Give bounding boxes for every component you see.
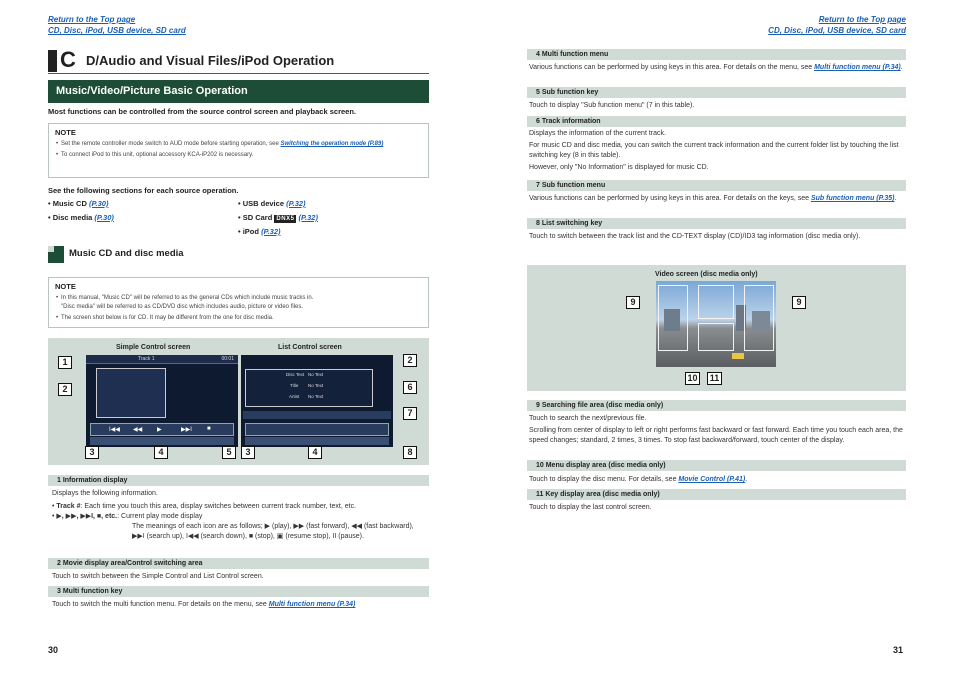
disc-text-value: No Text [308,372,324,377]
source-usb [238,199,306,208]
simple-control-screen [86,355,238,447]
control-screenshots [48,338,429,465]
note-item: • To connect iPod to this unit, optional accessory KCA-iP202 is necessary. [61,151,422,160]
item-text: Displays the information of the current track. [529,130,666,137]
sub-function-menu-link[interactable]: Sub function menu (P.35) [810,195,895,202]
title-bar-decoration [48,50,57,72]
search-down-icon[interactable]: I◀◀ [109,427,120,433]
item-heading: 11 Key display area (disc media only) [527,489,906,500]
bullet-text: : Each time you touch this area, display switches between current track number, text, etc. [80,503,357,510]
item-body [529,475,904,485]
item-body: Touch to switch between the track list and the CD-TEXT display (CD)/ID3 tag information (disc media only). [529,233,861,240]
search-file-area-right[interactable] [744,285,774,351]
source-disc-media [48,213,114,222]
item-heading: 10 Menu display area (disc media only) [527,460,906,471]
note-item [61,294,422,312]
source-sd-card [238,213,318,223]
heading-square-icon [48,246,64,263]
title-initial: C [60,47,76,72]
menu-display-area[interactable] [698,285,734,319]
info-bullet-track: • Track #: Each time you touch this area, display switches between current track number, text, etc. [52,503,357,510]
car-image [732,353,744,359]
note-heading: NOTE [55,282,76,291]
note-item [61,140,422,149]
stop-icon[interactable]: ■ [207,426,211,432]
item-heading: 8 List switching key [527,218,906,229]
switching-operation-link[interactable]: Switching the operation mode (P.89) [280,141,384,147]
item-heading: 1 Information display [48,475,429,486]
item-text: . [745,476,748,483]
callout-5: 5 [222,446,236,459]
item-text: Scrolling from center of display to left or right performs fast backward or fast forward. Each time you touch each area, the speed changes; standard, 2 times, 3 times. To stop fast backward/forward, touch center of the display. [529,427,903,444]
callout-2: 2 [403,354,417,367]
source-label: Disc media [52,213,93,222]
info-bullet-icons: • ▶, ▶▶, ▶▶I, ■, etc.: Current play mode display [52,513,203,520]
list-control-screen [241,355,393,447]
item-body [529,414,904,446]
source-link[interactable]: CD, Disc, iPod, USB device, SD card [768,26,906,35]
callout-6: 6 [403,381,417,394]
movie-display-area[interactable] [96,368,166,418]
note-box-1 [48,123,429,178]
callout-9: 9 [792,296,806,309]
list-control-label: List Control screen [278,344,342,351]
item-text: . [900,64,903,71]
disc-media-link[interactable]: (P.30) [94,213,114,222]
item-text: Touch to switch the multi function menu. For details on the menu, see [52,601,269,608]
item-text: Touch to search the next/previous file. [529,415,647,422]
source-label: iPod [242,227,259,236]
callout-1: 1 [58,356,72,369]
page-number: 31 [893,645,904,655]
multi-function-bar[interactable] [90,423,234,436]
bullet-label: ▶, ▶▶, ▶▶I, ■, etc. [56,513,118,520]
callout-3: 3 [85,446,99,459]
multi-function-bar[interactable] [245,423,389,436]
bullet-text: : Current play mode display [117,513,203,520]
item-body [529,194,904,204]
item-text: Various functions can be performed by using keys in this area. For details on the menu, see [529,64,815,71]
multi-function-menu-link[interactable]: Multi function menu (P.34) [268,601,356,608]
search-up-icon[interactable]: ▶▶I [181,427,192,433]
sub-function-menu[interactable] [243,411,391,419]
title-value: No Text [308,383,324,388]
note-item-line: "Disc media" will be referred to as CD/DVD disc which includes audio, picture or video files. [61,304,304,310]
track-information-area[interactable] [245,369,373,407]
callout-8: 8 [403,446,417,459]
bullet-label: Track # [56,503,81,510]
source-label: Music CD [52,199,87,208]
chapter-title [48,48,429,74]
item-body [529,63,904,73]
item-body: Touch to display the last control screen. [529,504,652,511]
multi-function-menu-link[interactable]: Multi function menu (P.34) [814,64,901,71]
item-heading: 3 Multi function key [48,586,429,597]
sub-bar[interactable] [245,437,389,445]
item-heading: 6 Track information [527,116,906,127]
intro-text: Most functions can be controlled from the source control screen and playback screen. [48,107,356,116]
note-item-line: • In this manual, "Music CD" will be referred to as the general CDs which include music tracks in. [61,295,314,301]
key-display-area[interactable] [698,323,734,351]
item-body [52,489,427,542]
artist-label: Artist [289,394,300,399]
movie-control-link[interactable]: Movie Control (P.41) [678,476,746,483]
callout-2: 2 [58,383,72,396]
note-item: • The screen shot below is for CD. It may be different from the one for disc media. [61,314,422,323]
usb-link[interactable]: (P.32) [286,199,306,208]
item-heading: 4 Multi function menu [527,49,906,60]
item-body: Touch to display "Sub function menu" (7 in this table). [529,102,695,109]
track-text: Track 1 [138,356,155,362]
subsection-title: Music CD and disc media [69,248,184,259]
note-heading: NOTE [55,128,76,137]
source-label: USB device [242,199,284,208]
item-text: . [894,195,897,202]
callout-7: 7 [403,407,417,420]
source-link[interactable]: CD, Disc, iPod, USB device, SD card [48,26,186,35]
item-body [529,129,904,173]
item-body [52,600,427,610]
item-text: For music CD and disc media, you can switch the current track information and the current folder list by touching the list switching key (8 in this table). [529,142,899,159]
callout-3: 3 [241,446,255,459]
title-text: D/Audio and Visual Files/iPod Operation [86,53,335,68]
source-ipod [238,227,281,236]
item-heading: 7 Sub function menu [527,180,906,191]
item-text: Touch to display the disc menu. For details, see [529,476,679,483]
video-screen-figure [527,265,906,391]
callout-11: 11 [707,372,722,385]
callout-4: 4 [308,446,322,459]
play-icon[interactable]: ▶ [157,427,162,433]
source-label: SD Card [242,213,273,222]
page-number: 30 [48,645,59,655]
info-bar[interactable] [86,355,238,364]
time-text: 00:01 [221,356,234,362]
artist-value: No Text [308,394,324,399]
return-top-link[interactable]: Return to the Top page [818,15,906,24]
return-top-link[interactable]: Return to the Top page [48,15,136,24]
source-music-cd [48,199,108,208]
item-heading: 9 Searching file area (disc media only) [527,400,906,411]
item-heading: 2 Movie display area/Control switching area [48,558,429,569]
note-item-text: Set the remote controller mode switch to AUD mode before starting operation, see [61,141,281,147]
item-text: Displays the following information. [52,490,158,497]
sub-bar[interactable] [90,437,234,445]
note-box-2 [48,277,429,328]
icon-meanings: The meanings of each icon are as follows; ▶ (play), ▶▶ (fast forward), ◀◀ (fast backward), ▶▶I (search up), I◀◀ (search down), ■ (stop), ▣ (resume stop), II (pause). [132,523,414,540]
item-body: Touch to switch between the Simple Control and List Control screen. [52,573,264,580]
callout-10: 10 [685,372,700,385]
model-badge: DNX5 [276,216,295,222]
see-heading: See the following sections for each source operation. [48,186,239,195]
video-screen [656,281,776,367]
item-text: Various functions can be performed by using keys in this area. For details on the keys, see [529,195,811,202]
section-heading: Music/Video/Picture Basic Operation [48,80,429,103]
search-file-area-left[interactable] [658,285,688,351]
sd-link[interactable]: (P.32) [298,213,318,222]
music-cd-link[interactable]: (P.30) [88,199,109,208]
title-label: Title [290,383,299,388]
rewind-icon[interactable]: ◀◀ [133,427,143,433]
callout-4: 4 [154,446,168,459]
item-text: However, only "No Information" is displayed for music CD. [529,164,709,171]
disc-text-label: Disc Text [286,372,305,377]
simple-control-label: Simple Control screen [116,344,191,351]
callout-9: 9 [626,296,640,309]
item-heading: 5 Sub function key [527,87,906,98]
ipod-link[interactable]: (P.32) [261,227,281,236]
top-page-link[interactable] [768,14,906,36]
top-page-link[interactable] [48,14,186,36]
video-screen-label: Video screen (disc media only) [655,271,758,278]
